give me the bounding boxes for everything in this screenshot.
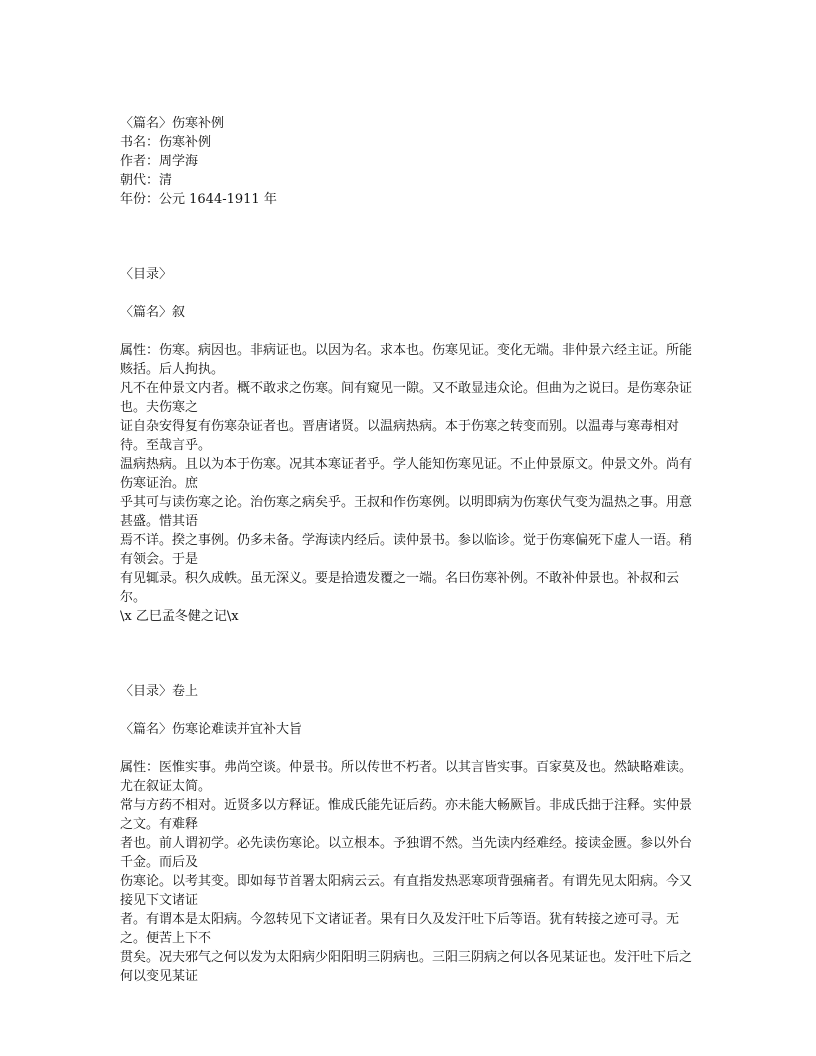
header-year: 年份：公元 1644-1911 年	[120, 192, 277, 207]
toc-heading: 〈目录〉	[120, 267, 173, 282]
spacer	[120, 739, 698, 758]
paragraph-line: 伤寒论。以考其变。即如每节首署太阳病云云。有直指发热恶寒项背强痛者。有谓先见太阳病。今又接见下文诸证	[120, 874, 693, 908]
paragraph-line: 贯矣。况夫邪气之何以发为太阳病少阳阳明三阴病也。三阳三阴病之何以各见某证也。发汗吐下后之何以变见某证	[120, 950, 693, 984]
spacer	[120, 322, 698, 341]
paragraph-line: 属性：医惟实事。弗尚空谈。仲景书。所以传世不朽者。以其言皆实事。百家莫及也。然缺略难读。尤在叙证太简。	[120, 760, 693, 794]
header-book-name: 书名：伤寒补例	[120, 135, 212, 150]
header-pian-ming: 〈篇名〉伤寒补例	[120, 116, 225, 131]
signature-line: \x 乙巳孟冬健之记\x	[120, 609, 239, 624]
section-body-shanghan-nandu	[120, 758, 698, 986]
paragraph-line: 乎其可与读伤寒之论。治伤寒之病矣乎。王叔和作伤寒例。以明即病为伤寒伏气变为温热之事。用意甚盛。惜其语	[120, 495, 693, 529]
spacer	[120, 701, 698, 720]
paragraph-line: 有见辄录。积久成帙。虽无深义。要是拾遗发覆之一端。名曰伤寒补例。不敢补仲景也。补叔和云尔。	[120, 571, 680, 605]
paragraph-line: 凡不在仲景文内者。概不敢求之伤寒。间有窥见一隙。又不敢显违众论。但曲为之说曰。是伤寒杂证也。夫伤寒之	[120, 381, 693, 415]
paragraph-line: 常与方药不相对。近贤多以方释证。惟成氏能先证后药。亦未能大畅厥旨。非成氏拙于注释。实仲景之文。有难释	[120, 798, 693, 832]
header-author: 作者：周学海	[120, 154, 199, 169]
spacer	[120, 209, 698, 265]
section-title-shanghan-nandu: 〈篇名〉伤寒论难读并宜补大旨	[120, 722, 303, 737]
spacer	[120, 284, 698, 303]
spacer	[120, 626, 698, 682]
paragraph-line: 温病热病。且以为本于伤寒。况其本寒证者乎。学人能知伤寒见证。不止仲景原文。仲景文外。尚有伤寒证治。庶	[120, 457, 693, 491]
paragraph-line: 证自杂安得复有伤寒杂证者也。晋唐诸贤。以温病热病。本于伤寒之转变而别。以温毒与寒毒相对待。至哉言乎。	[120, 419, 680, 453]
toc-juan-shang: 〈目录〉卷上	[120, 684, 199, 699]
section-body-xu	[120, 341, 698, 626]
paragraph-line: 者。有谓本是太阳病。今忽转见下文诸证者。果有日久及发汗吐下后等语。犹有转接之迹可寻。无之。便苦上下不	[120, 912, 680, 946]
paragraph-line: 焉不详。揆之事例。仍多未备。学海读内经后。读仲景书。参以临诊。觉于伤寒偏死下虚人一语。稍有领会。于是	[120, 533, 693, 567]
paragraph-line: 者也。前人谓初学。必先读伤寒论。以立根本。予独谓不然。当先读内经难经。接读金匮。参以外台千金。而后及	[120, 836, 693, 870]
document-page	[120, 114, 698, 986]
header-dynasty: 朝代：清	[120, 173, 173, 188]
section-title-xu: 〈篇名〉叙	[120, 305, 186, 320]
paragraph-line: 属性：伤寒。病因也。非病证也。以因为名。求本也。伤寒见证。变化无端。非仲景六经主证。所能赅括。后人拘执。	[120, 343, 693, 377]
